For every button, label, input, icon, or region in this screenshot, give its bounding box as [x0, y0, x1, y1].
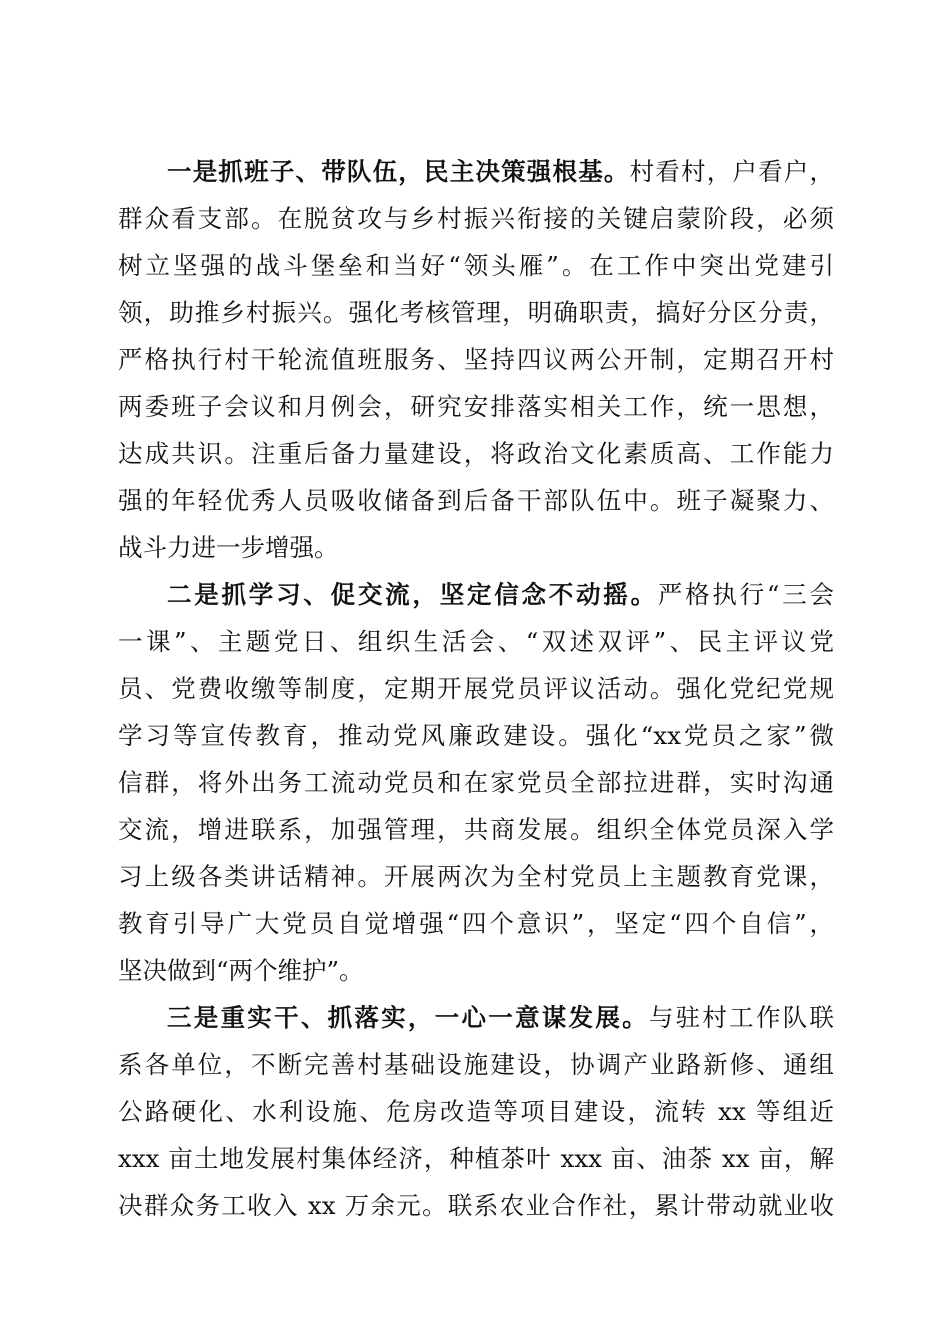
paragraph-2-line-2: 一课”、主题党日、组织生活会、“双述双评”、民主评议党	[118, 627, 834, 656]
paragraph-3-line-1	[118, 994, 834, 1041]
paragraph-3-line-2: 系各单位，不断完善村基础设施建设，协调产业路新修、通组	[118, 1050, 834, 1079]
paragraph-3-line-5: 决群众务工收入 xx 万余元。联系农业合作社，累计带动就业收	[118, 1191, 834, 1220]
paragraph-1-line-9: 战斗力进一步增强。	[118, 533, 339, 562]
paragraph-1-line-6: 两委班子会议和月例会，研究安排落实相关工作，统一思想，	[118, 392, 834, 421]
paragraph-3	[118, 994, 834, 1229]
paragraph-3-line-4: xxx 亩土地发展村集体经济，种植茶叶 xxx 亩、油茶 xx 亩，解	[118, 1144, 834, 1173]
paragraph-1-line-5: 严格执行村干轮流值班服务、坚持四议两公开制，定期召开村	[118, 345, 834, 374]
paragraph-2-line-9: 坚决做到“两个维护”。	[118, 956, 364, 985]
paragraph-3-lead: 三是重实干、抓落实，一心一意谋发展。	[167, 1003, 649, 1032]
paragraph-1	[118, 148, 834, 571]
paragraph-2-line-8: 教育引导广大党员自觉增强“四个意识”，坚定“四个自信”，	[118, 909, 834, 938]
paragraph-1-text: 村看村，户看户，	[629, 157, 835, 186]
paragraph-2	[118, 571, 834, 994]
paragraph-1-line-3: 树立坚强的战斗堡垒和当好“领头雁”。在工作中突出党建引	[118, 251, 834, 280]
paragraph-2-line-4: 学习等宣传教育，推动党风廉政建设。强化“xx党员之家”微	[118, 721, 834, 750]
paragraph-1-line-4: 领，助推乡村振兴。强化考核管理，明确职责，搞好分区分责，	[118, 298, 834, 327]
paragraph-2-line-6: 交流，增进联系，加强管理，共商发展。组织全体党员深入学	[118, 815, 834, 844]
paragraph-2-line-3: 员、党费收缴等制度，定期开展党员评议活动。强化党纪党规	[118, 674, 834, 703]
paragraph-2-line-7: 习上级各类讲话精神。开展两次为全村党员上主题教育党课，	[118, 862, 834, 891]
paragraph-1-lead: 一是抓班子、带队伍，民主决策强根基。	[167, 157, 630, 186]
paragraph-1-line-8: 强的年轻优秀人员吸收储备到后备干部队伍中。班子凝聚力、	[118, 486, 834, 515]
paragraph-2-text: 严格执行“三会	[657, 580, 835, 609]
paragraph-2-line-5: 信群，将外出务工流动党员和在家党员全部拉进群，实时沟通	[118, 768, 834, 797]
paragraph-3-text: 与驻村工作队联	[648, 1003, 834, 1032]
paragraph-2-lead: 二是抓学习、促交流，坚定信念不动摇。	[167, 580, 658, 609]
paragraph-3-line-3: 公路硬化、水利设施、危房改造等项目建设，流转 xx 等组近	[118, 1097, 834, 1126]
paragraph-1-line-7: 达成共识。注重后备力量建设，将政治文化素质高、工作能力	[118, 439, 834, 468]
document-body	[118, 148, 834, 1229]
paragraph-1-line-2: 群众看支部。在脱贫攻与乡村振兴衔接的关键启蒙阶段，必须	[118, 204, 834, 233]
paragraph-1-line-1	[118, 148, 834, 195]
paragraph-2-line-1	[118, 571, 834, 618]
